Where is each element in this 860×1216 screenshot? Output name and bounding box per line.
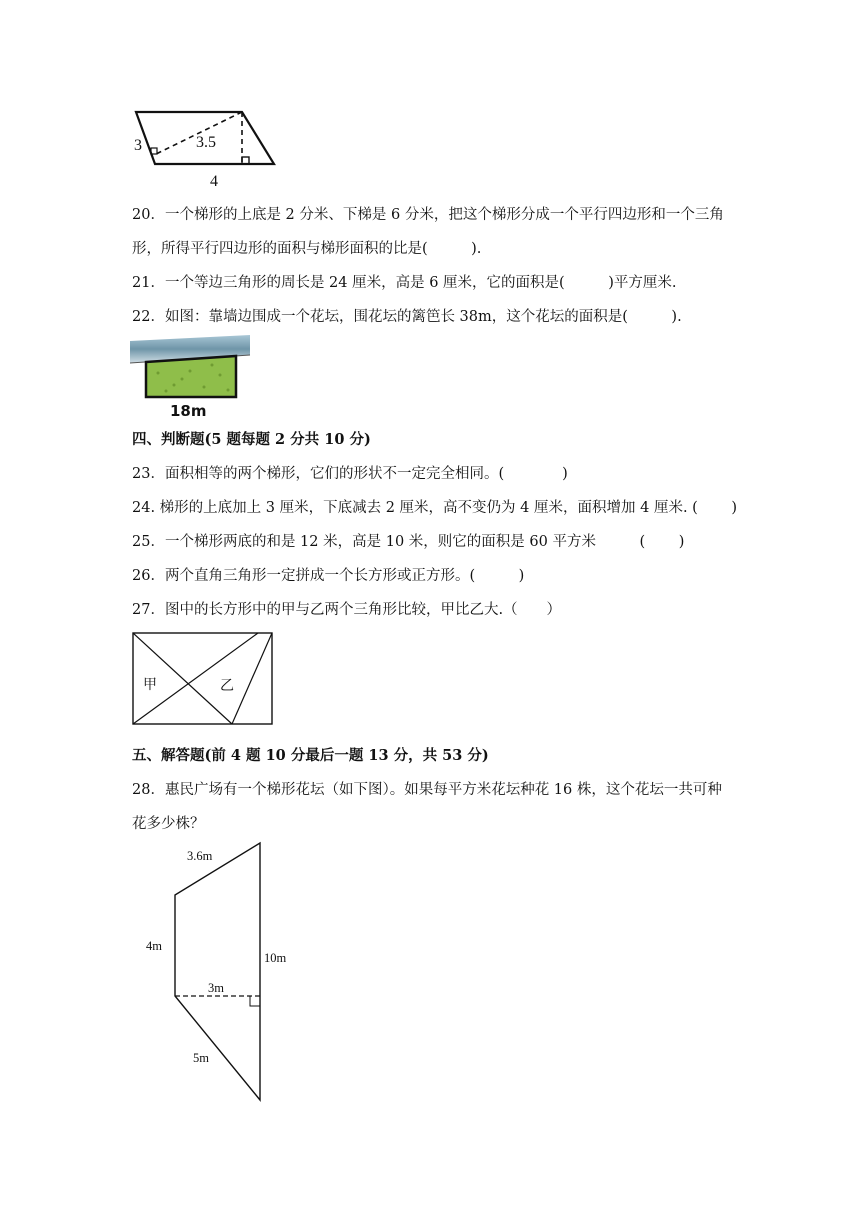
question-21: 21．一个等边三角形的周长是 24 厘米，高是 6 厘米，它的面积是( )平方厘米. <box>132 275 677 291</box>
flower-bed-figure <box>130 335 255 420</box>
question-28-line2: 花多少株？ <box>132 816 205 832</box>
parallelogram-figure <box>128 104 288 194</box>
question-25: 25．一个梯形两底的和是 12 米，高是 10 米，则它的面积是 60 平方米 ( ) <box>132 534 685 550</box>
question-28-line1: 28．惠民广场有一个梯形花坛（如下图）。如果每平方米花坛种花 16 株，这个花坛一共可种 <box>132 782 722 798</box>
section-4-heading: 四、判断题(5 题每题 2 分共 10 分) <box>132 431 371 448</box>
bottom-side-label: 5m <box>193 1051 209 1065</box>
height-label: 3m <box>208 981 224 995</box>
question-24: 24. 梯形的上底加上 3 厘米，下底减去 2 厘米，高不变仍为 4 厘米，面积增加 4 厘米. ( ) <box>132 500 738 516</box>
right-side-label: 10m <box>264 951 287 965</box>
flower-bed <box>146 356 236 397</box>
question-20-line1: 20．一个梯形的上底是 2 分米、下梯是 6 分米，把这个梯形分成一个平行四边形和一个三角 <box>132 207 724 223</box>
question-23: 23．面积相等的两个梯形，它们的形状不一定完全相同。( ) <box>132 466 568 482</box>
base-label: 4 <box>210 173 218 190</box>
side-label: 3 <box>134 137 142 154</box>
section-5-heading: 五、解答题(前 4 题 10 分最后一题 13 分，共 53 分) <box>132 747 489 764</box>
trapezoid-outline <box>175 843 260 1100</box>
question-20-line2: 形，所得平行四边形的面积与梯形面积的比是( ). <box>132 241 482 257</box>
label-jia: 甲 <box>143 677 157 693</box>
label-yi: 乙 <box>220 678 234 694</box>
trapezoid-figure <box>140 838 310 1108</box>
bed-length-label: 18m <box>170 402 207 420</box>
right-angle-mark <box>250 996 260 1006</box>
question-27: 27．图中的长方形中的甲与乙两个三角形比较，甲比乙大.（ ） <box>132 602 562 618</box>
question-22: 22．如图：靠墙边围成一个花坛，围花坛的篱笆长 38m，这个花坛的面积是( ). <box>132 309 682 325</box>
left-side-label: 4m <box>146 939 162 953</box>
rectangle-triangles-figure <box>132 632 274 726</box>
top-side-label: 3.6m <box>187 849 213 863</box>
height-label: 3.5 <box>196 134 216 151</box>
diagonal-3 <box>232 633 272 724</box>
question-26: 26．两个直角三角形一定拼成一个长方形或正方形。( ) <box>132 568 525 584</box>
